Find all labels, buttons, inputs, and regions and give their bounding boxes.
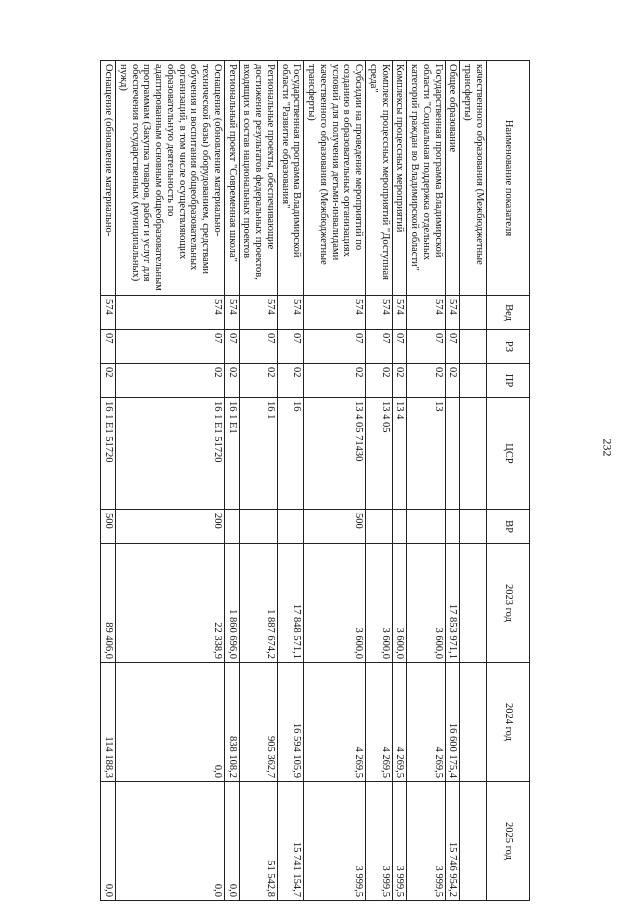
cell-pr: 02 — [392, 364, 407, 398]
cell-pr: 02 — [278, 364, 305, 398]
cell-vr: 500 — [304, 510, 366, 544]
table-row — [304, 61, 366, 901]
cell-rz: 07 — [116, 330, 225, 364]
cell-name: Государственная программа Владимирской области "Развитие образования" — [278, 61, 305, 296]
table-row — [278, 61, 305, 901]
cell-2023: 1 887 674,2 — [239, 544, 277, 663]
cell-name: Комплексы процессных мероприятий — [392, 61, 407, 296]
cell-ved — [460, 296, 487, 330]
cell-pr: 02 — [225, 364, 240, 398]
cell-2023: 17 853 971,1 — [445, 544, 460, 663]
table-row — [239, 61, 277, 901]
cell-2024: 4 269,5 — [407, 663, 445, 782]
cell-2023: 3 600,0 — [366, 544, 393, 663]
page-number: 232 — [600, 438, 615, 457]
cell-csr — [445, 398, 460, 510]
cell-rz: 07 — [304, 330, 366, 364]
cell-vr — [445, 510, 460, 544]
cell-ved: 574 — [304, 296, 366, 330]
cell-2025: 3 999,5 — [407, 782, 445, 901]
rotated-table-wrapper — [26, 60, 530, 900]
col-header-ved: Вед — [487, 296, 530, 330]
cell-2024: 16 594 105,9 — [278, 663, 305, 782]
cell-2025: 15 741 154,7 — [278, 782, 305, 901]
cell-vr — [407, 510, 445, 544]
cell-vr: 200 — [116, 510, 225, 544]
cell-rz: 07 — [101, 330, 116, 364]
cell-2025: 3 999,5 — [366, 782, 393, 901]
cell-2023: 17 848 571,1 — [278, 544, 305, 663]
cell-vr — [225, 510, 240, 544]
table-row — [445, 61, 460, 901]
cell-csr: 13 4 05 71430 — [304, 398, 366, 510]
table-row — [407, 61, 445, 901]
cell-2023 — [460, 544, 487, 663]
cell-2024: 905 362,7 — [239, 663, 277, 782]
cell-ved: 574 — [366, 296, 393, 330]
cell-pr: 02 — [445, 364, 460, 398]
table-header-row — [487, 61, 530, 901]
cell-pr: 02 — [239, 364, 277, 398]
cell-csr — [460, 398, 487, 510]
cell-vr: 500 — [101, 510, 116, 544]
cell-csr: 16 1 — [239, 398, 277, 510]
cell-2025: 3 999,5 — [392, 782, 407, 901]
cell-name: Государственная программа Владимирской области "Социальная поддержка отдельных категорий граждан во Владимирской области" — [407, 61, 445, 296]
cell-2025: 0,0 — [225, 782, 240, 901]
cell-pr: 02 — [304, 364, 366, 398]
cell-ved: 574 — [116, 296, 225, 330]
table-row — [366, 61, 393, 901]
cell-csr: 16 1 E1 51720 — [116, 398, 225, 510]
cell-pr: 02 — [116, 364, 225, 398]
cell-vr — [460, 510, 487, 544]
cell-name: качественного образования (Межбюджетные трансферты) — [460, 61, 487, 296]
cell-name: Субсидии на проведение мероприятий по созданию в образовательных организациях условий для получения детьми-инвалидами качественного образования (Межбюджетные трансферты) — [304, 61, 366, 296]
cell-2024: 114 188,3 — [101, 663, 116, 782]
table-row — [392, 61, 407, 901]
table-row — [116, 61, 225, 901]
cell-2024: 16 600 175,4 — [445, 663, 460, 782]
cell-ved: 574 — [101, 296, 116, 330]
cell-rz: 07 — [225, 330, 240, 364]
cell-vr — [239, 510, 277, 544]
cell-name: Оснащение (обновление материально- — [101, 61, 116, 296]
cell-2024: 0,0 — [116, 663, 225, 782]
col-header-rz: РЗ — [487, 330, 530, 364]
cell-pr: 02 — [101, 364, 116, 398]
cell-ved: 574 — [225, 296, 240, 330]
cell-2025: 15 746 954,2 — [445, 782, 460, 901]
table-row — [225, 61, 240, 901]
cell-csr: 13 — [407, 398, 445, 510]
cell-vr — [392, 510, 407, 544]
cell-pr — [460, 364, 487, 398]
cell-2023: 3 600,0 — [304, 544, 366, 663]
cell-name: Комплекс процессных мероприятий "Доступная среда" — [366, 61, 393, 296]
col-header-name: Наименование показателя — [487, 61, 530, 296]
cell-ved: 574 — [445, 296, 460, 330]
cell-vr — [366, 510, 393, 544]
cell-name: Общее образование — [445, 61, 460, 296]
budget-table — [101, 60, 531, 901]
cell-2025: 0,0 — [101, 782, 116, 901]
cell-csr: 16 — [278, 398, 305, 510]
cell-ved: 574 — [392, 296, 407, 330]
cell-pr: 02 — [407, 364, 445, 398]
cell-2023: 3 600,0 — [392, 544, 407, 663]
cell-ved: 574 — [278, 296, 305, 330]
cell-2023: 89 406,0 — [101, 544, 116, 663]
cell-2025: 51 542,8 — [239, 782, 277, 901]
cell-csr: 13 4 05 — [366, 398, 393, 510]
cell-rz: 07 — [278, 330, 305, 364]
table-row — [460, 61, 487, 901]
cell-rz: 07 — [239, 330, 277, 364]
cell-2023: 22 338,9 — [116, 544, 225, 663]
cell-rz: 07 — [392, 330, 407, 364]
cell-name: Оснащение (обновление материально-технической базы) оборудованием, средствами обучения и воспитания общеобразовательных организаций, в том числе осуществляющих образовательную деятельность по адаптированным основным общеобразовательным программам (Закупка товаров, работ и услуг для обеспечения государственных (муниципальных) нужд) — [116, 61, 225, 296]
cell-2024: 4 269,5 — [304, 663, 366, 782]
cell-2023: 3 600,0 — [407, 544, 445, 663]
cell-2025: 0,0 — [116, 782, 225, 901]
cell-rz: 07 — [445, 330, 460, 364]
col-header-vr: ВР — [487, 510, 530, 544]
col-header-2024: 2024 год — [487, 663, 530, 782]
cell-pr: 02 — [366, 364, 393, 398]
cell-2024: 838 108,2 — [225, 663, 240, 782]
col-header-csr: ЦСР — [487, 398, 530, 510]
cell-vr — [278, 510, 305, 544]
cell-ved: 574 — [239, 296, 277, 330]
col-header-2023: 2023 год — [487, 544, 530, 663]
cell-name: Региональный проект "Современная школа" — [225, 61, 240, 296]
table-row — [101, 61, 116, 901]
cell-rz — [460, 330, 487, 364]
cell-2025 — [460, 782, 487, 901]
cell-rz: 07 — [407, 330, 445, 364]
cell-csr: 13 4 — [392, 398, 407, 510]
col-header-pr: ПР — [487, 364, 530, 398]
cell-2024 — [460, 663, 487, 782]
cell-2024: 4 269,5 — [392, 663, 407, 782]
cell-2023: 1 860 696,0 — [225, 544, 240, 663]
cell-ved: 574 — [407, 296, 445, 330]
cell-rz: 07 — [366, 330, 393, 364]
cell-2024: 4 269,5 — [366, 663, 393, 782]
cell-csr: 16 1 E1 — [225, 398, 240, 510]
col-header-2025: 2025 год — [487, 782, 530, 901]
cell-name: Региональные проекты, обеспечивающие достижение результатов федеральных проектов, входящих в состав национальных проектов — [239, 61, 277, 296]
cell-2025: 3 999,5 — [304, 782, 366, 901]
cell-csr: 16 1 E1 51720 — [101, 398, 116, 510]
